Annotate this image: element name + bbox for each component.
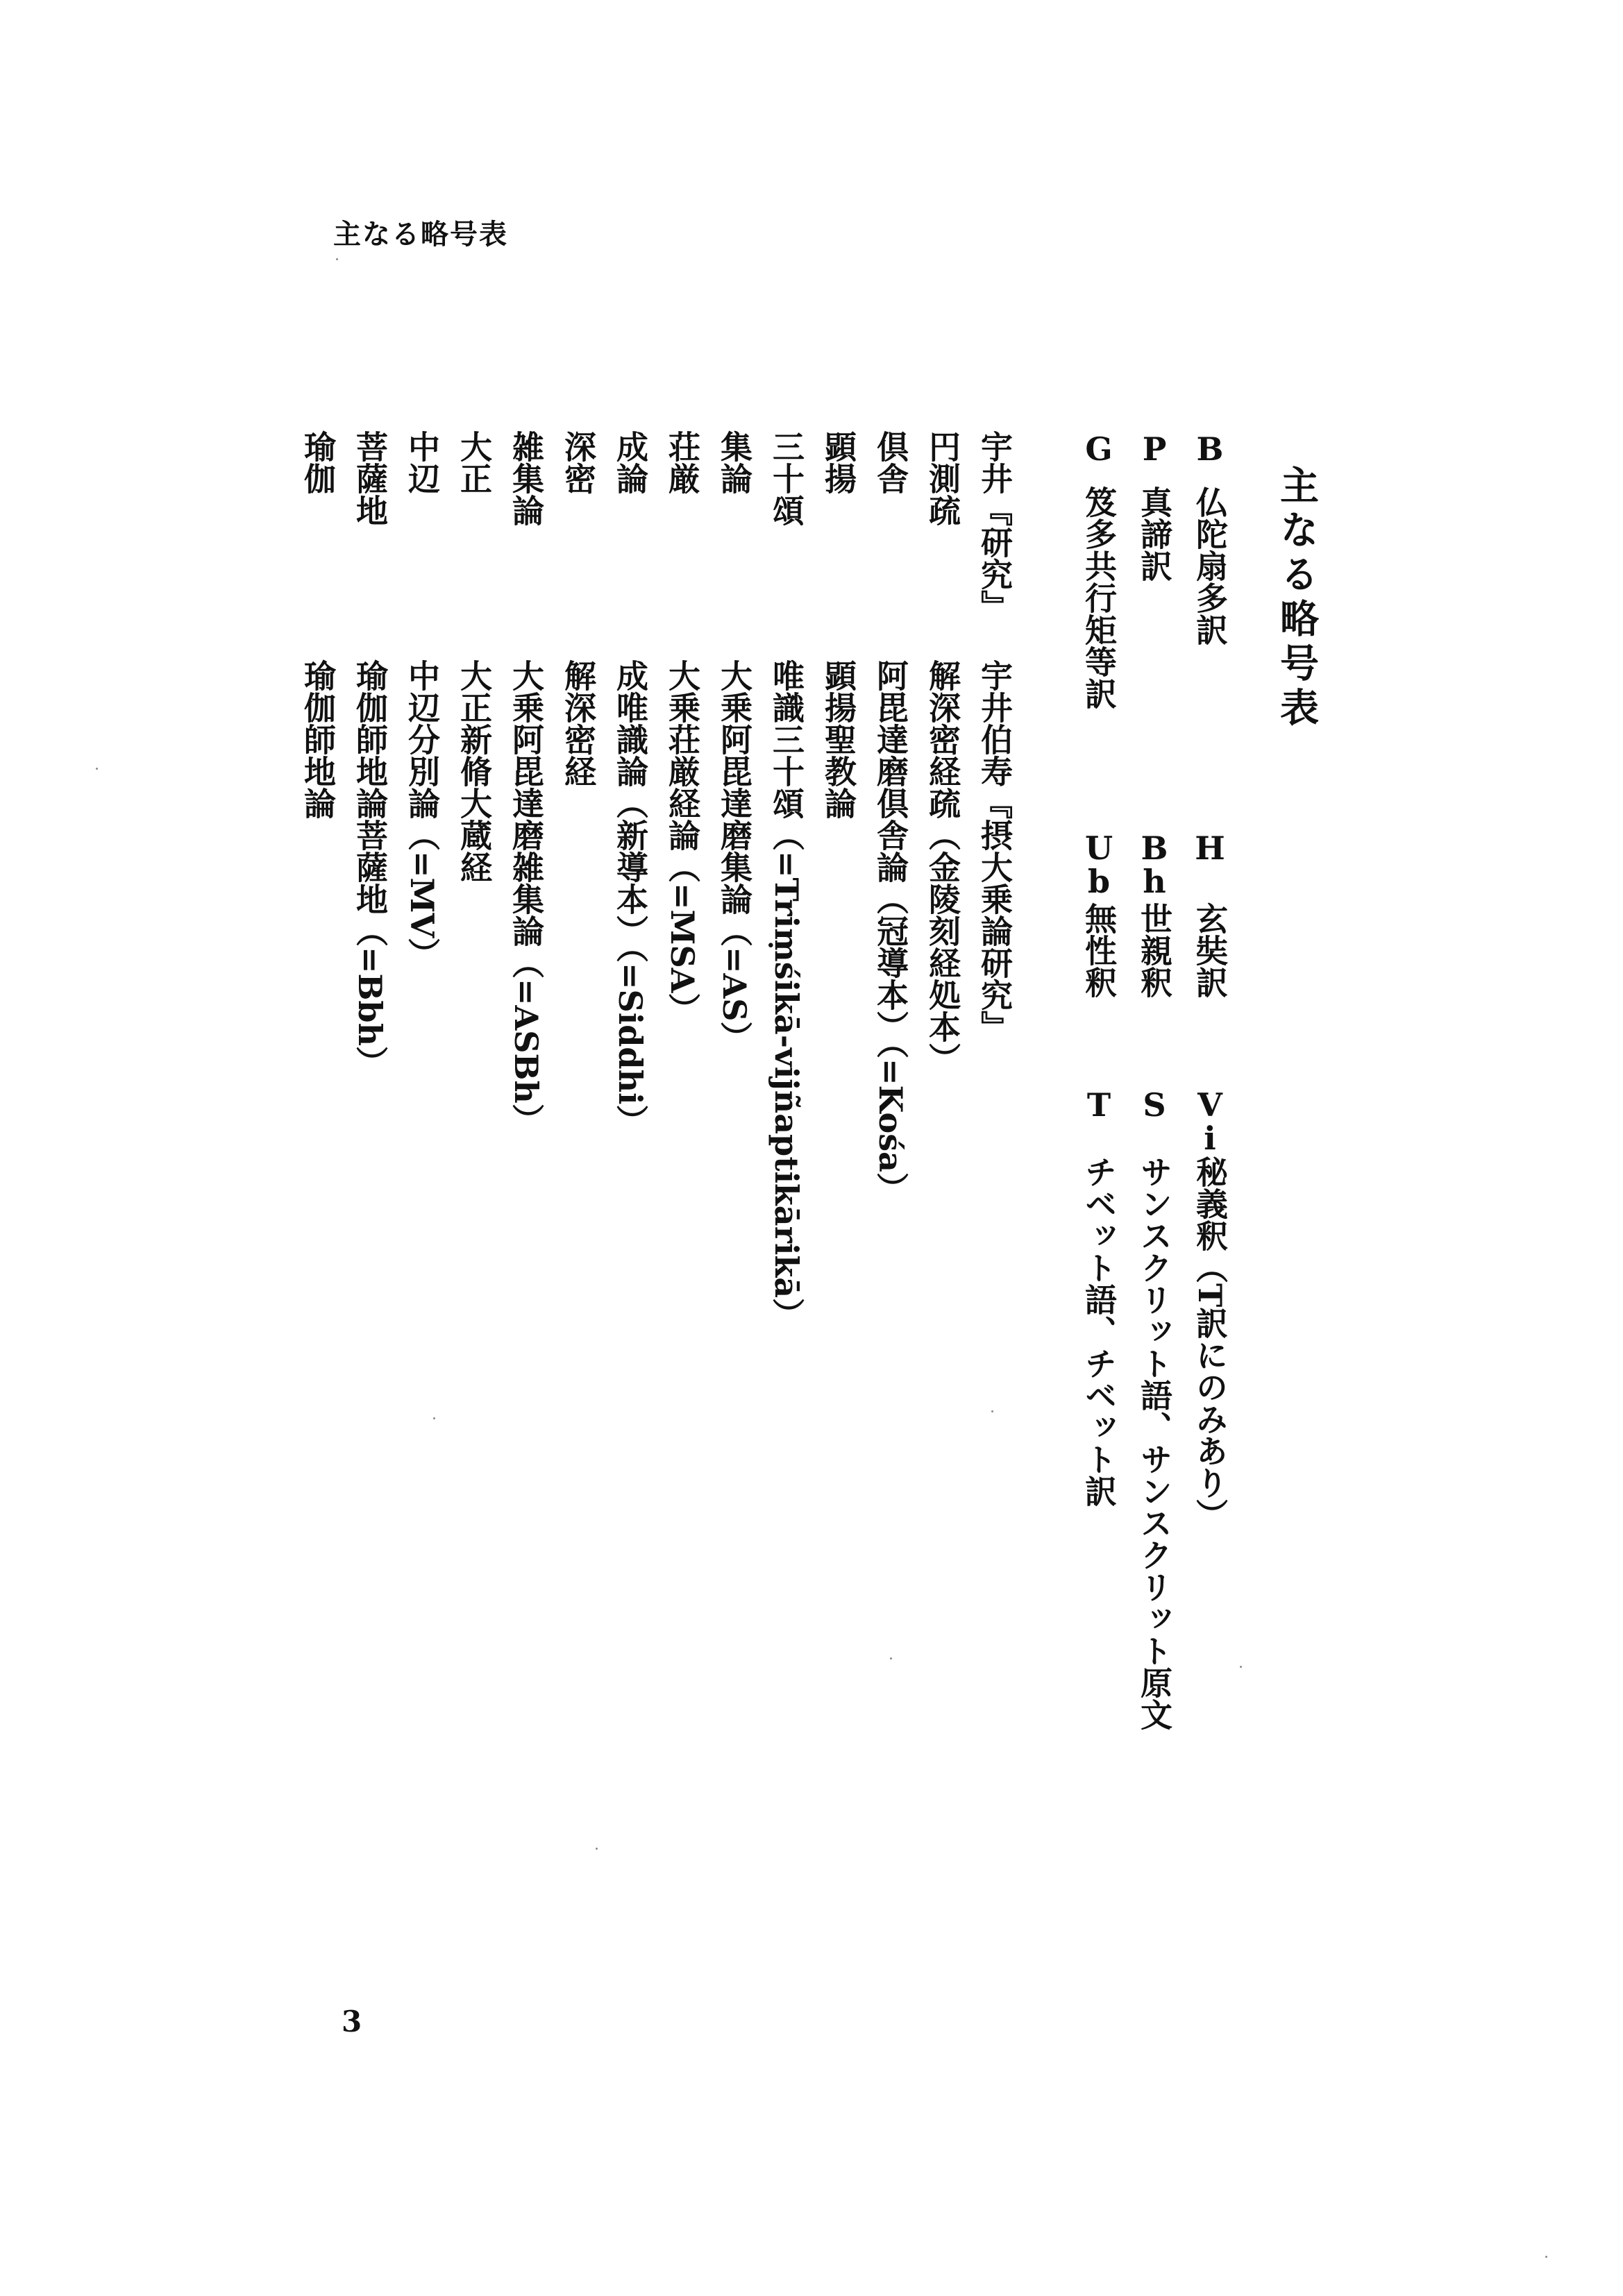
page-title: 主なる略号表 [1274,465,1320,732]
code-desc-b: 仏陀扇多訳 [1191,486,1229,645]
abbr-term: 円測疏 [924,430,961,526]
abbr-definition: 大乗阿毘達磨雑集論（=ASBh） [507,659,545,1136]
code-desc-bh: 世親釈 [1136,902,1173,998]
abbr-definition: 成唯識論（新導本）（=Siddhi） [612,659,649,1137]
abbr-term: 菩薩地 [351,430,389,526]
running-head: 主なる略号表 [333,218,508,251]
abbr-definition: 中辺分別論（=MV） [403,659,441,970]
scan-speck [96,768,98,770]
code-desc-p: 真諦訳 [1136,486,1173,582]
abbr-definition: 阿毘達磨倶舎論（冠導本）（=Kośa） [872,659,909,1204]
abbr-term: 雑集論 [507,430,545,526]
code-key-h: H [1191,829,1229,867]
abbr-definition: 解深密経疏（金陵刻経処本） [924,659,961,1074]
abbr-term: 宇井『研究』 [976,430,1014,622]
code-desc-h: 玄奘訳 [1191,902,1229,998]
code-desc-ub: 無性釈 [1080,902,1118,998]
code-key-s: S [1136,1086,1173,1124]
code-desc-g: 笈多共行矩等訳 [1080,486,1118,709]
abbr-definition: 宇井伯寿『摂大乗論研究』 [976,659,1014,1043]
code-key-bh: Bh [1136,829,1173,896]
scan-speck [1240,1666,1242,1668]
scan-speck [433,1417,435,1419]
abbr-definition: 大乗荘厳経論（=MSA） [664,659,701,1025]
scan-speck [336,258,338,260]
code-key-vi: Vi [1191,1086,1229,1153]
abbr-definition: 大乗阿毘達磨集論（=AS） [716,659,753,1054]
abbr-term: 三十頌 [768,430,805,526]
abbr-definition: 瑜伽師地論菩薩地（=Bbh） [351,659,389,1079]
abbr-definition: 大正新脩大蔵経 [455,659,493,883]
abbr-definition: 唯識三十頌（=Triṃśikā-vijñaptikārikā） [768,659,805,1330]
code-desc-vi: 秘義釈（T訳にのみあり） [1191,1156,1229,1531]
scan-speck [596,1848,598,1850]
code-desc-s: サンスクリット語、サンスクリット原文 [1136,1156,1173,1730]
code-key-p: P [1136,430,1173,468]
page-number: 3 [342,2004,362,2038]
abbr-term: 荘厳 [664,430,701,494]
abbr-definition: 顕揚聖教論 [820,659,857,819]
code-key-t: T [1080,1086,1118,1124]
scan-speck [890,1657,892,1660]
abbr-term: 集論 [716,430,753,494]
code-key-b: B [1191,430,1229,468]
abbr-term: 瑜伽 [299,430,337,494]
code-desc-t: チベット語、チベット訳 [1080,1156,1118,1507]
scan-speck [1545,2256,1547,2258]
code-key-ub: Ub [1080,829,1118,896]
abbr-term: 大正 [455,430,493,494]
scan-speck [991,1410,993,1412]
code-key-g: G [1080,430,1118,468]
abbr-definition: 瑜伽師地論 [299,659,337,819]
abbr-term: 倶舎 [872,430,909,494]
abbr-definition: 解深密経 [560,659,597,787]
abbr-term: 深密 [560,430,597,494]
abbr-term: 顕揚 [820,430,857,494]
abbr-term: 中辺 [403,430,441,494]
abbr-term: 成論 [612,430,649,494]
